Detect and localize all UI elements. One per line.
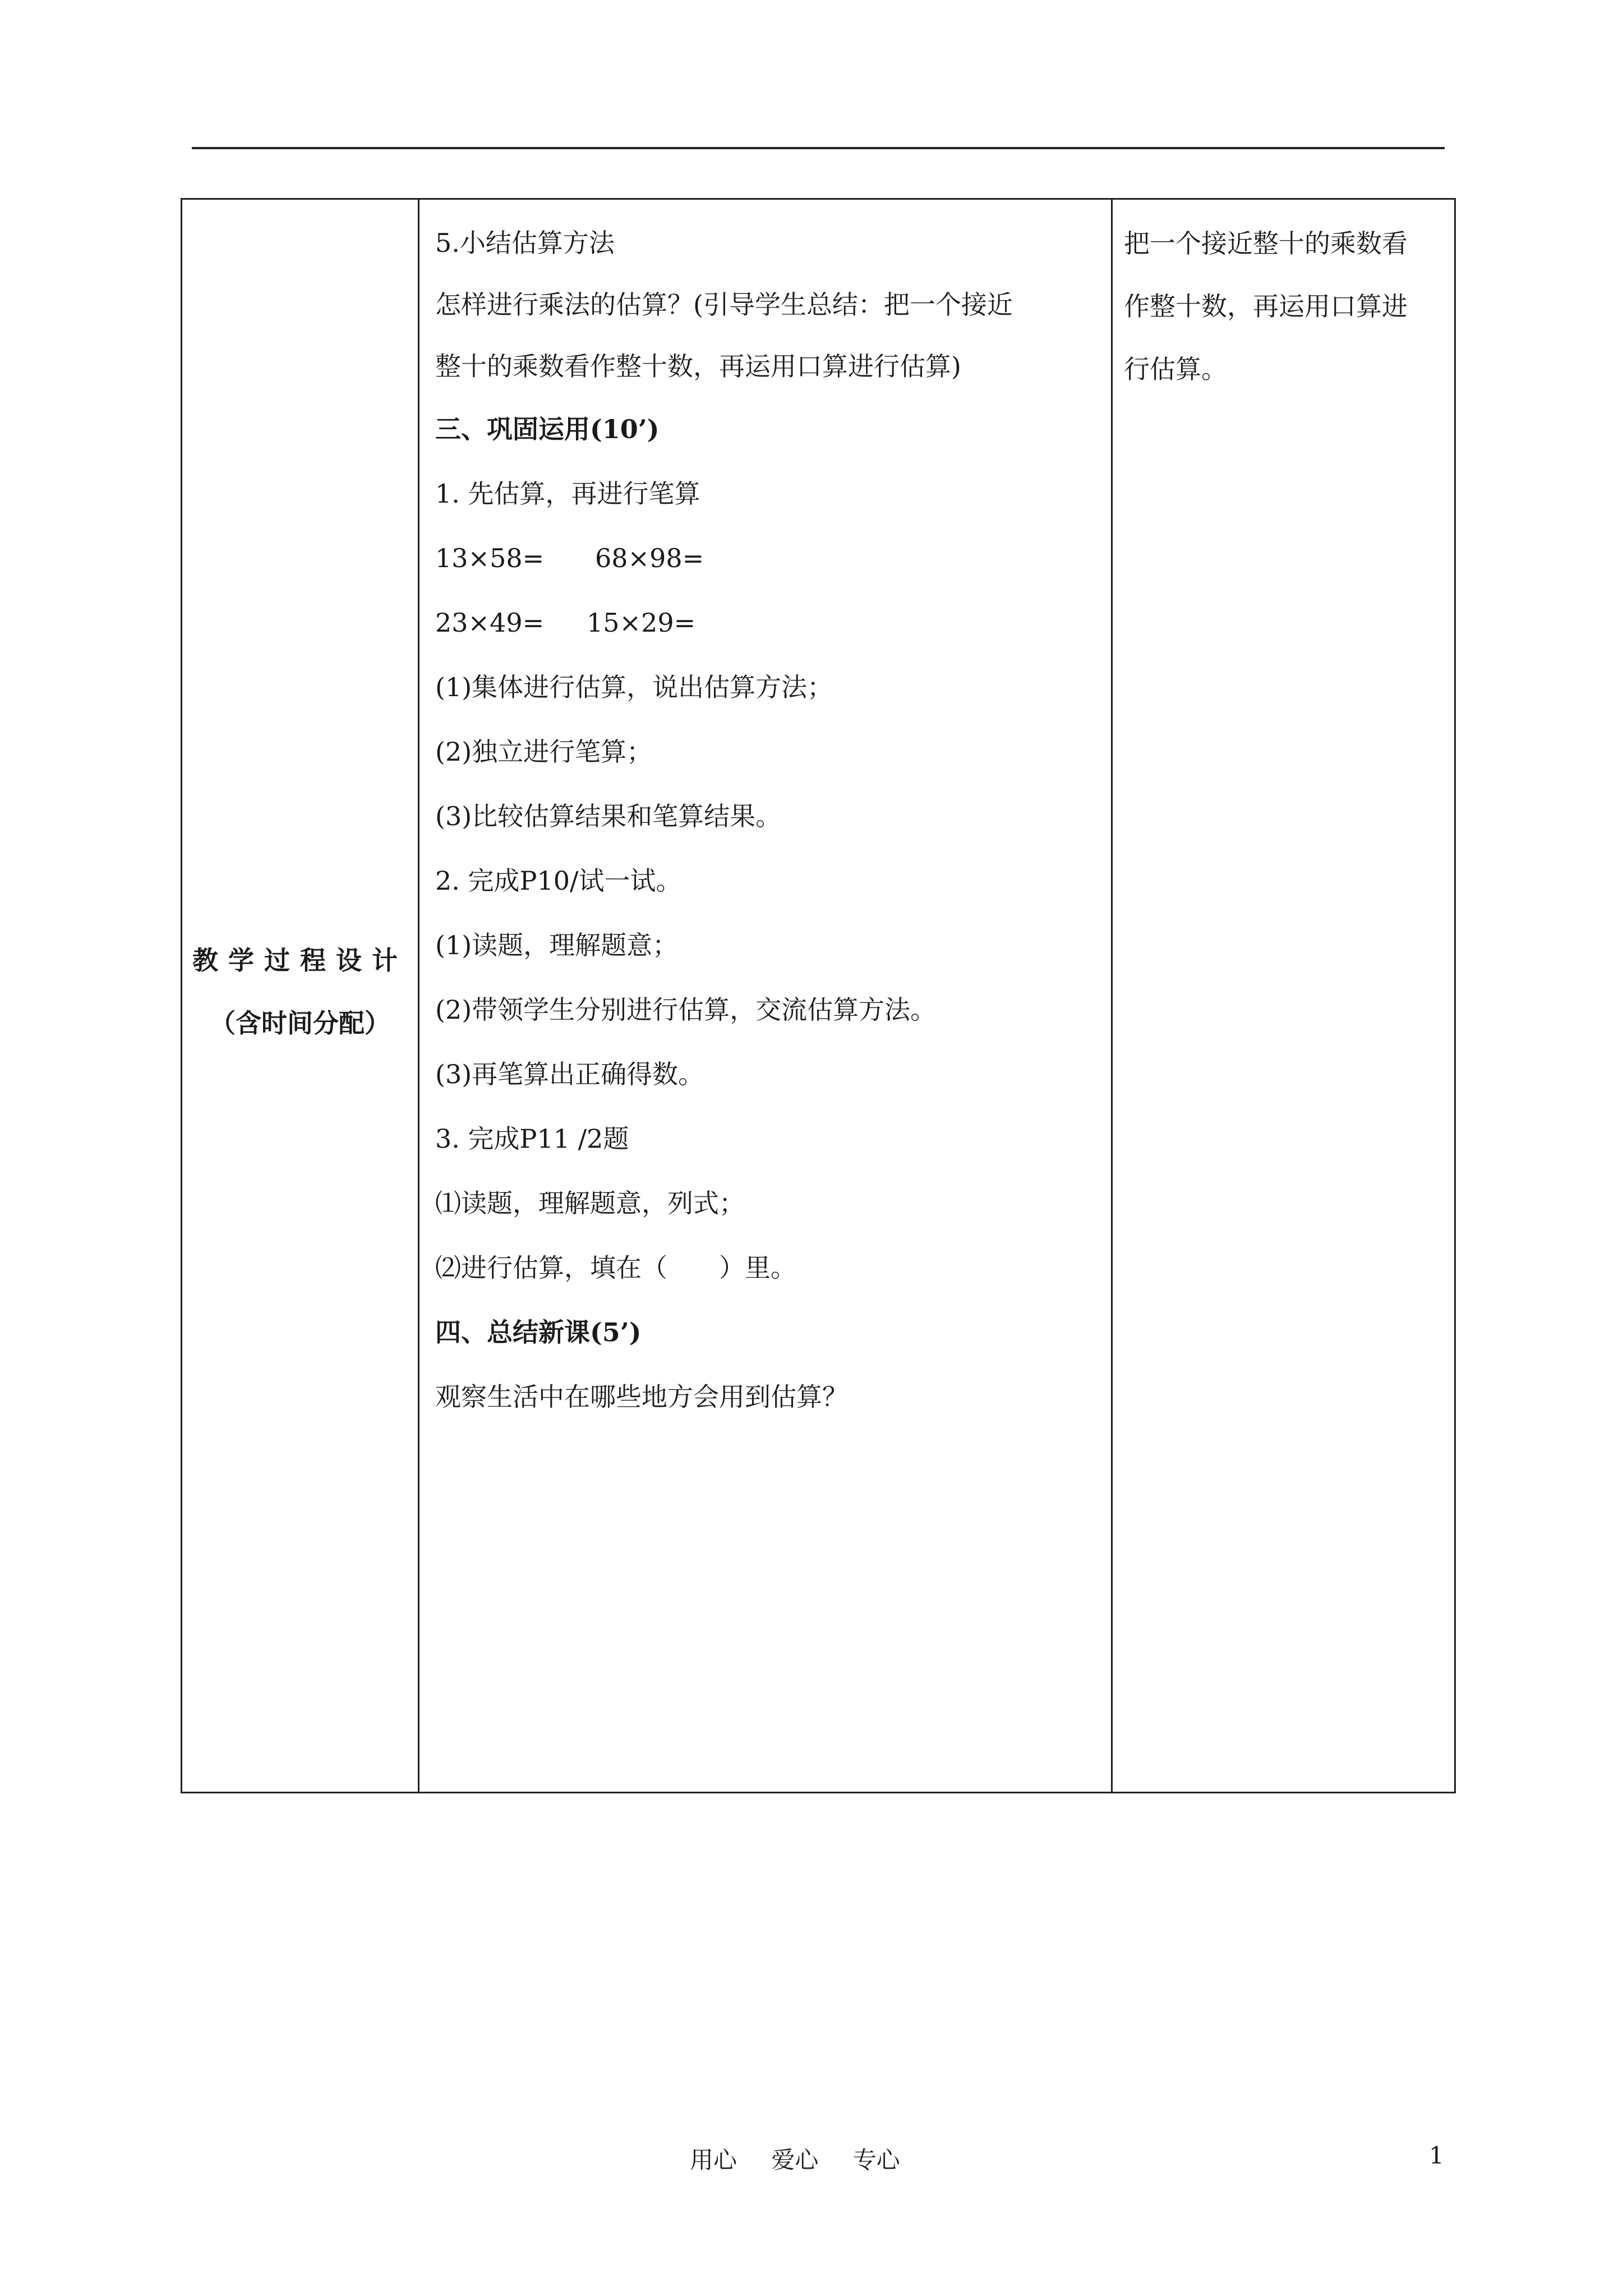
closing-question: 观察生活中在哪些地方会用到估算？ bbox=[435, 1382, 848, 1412]
calc-expression: 13×58= bbox=[435, 543, 545, 573]
calc-row-2 bbox=[435, 591, 1100, 655]
exercise-3-heading: 3. 完成P11 /2题 bbox=[435, 1124, 629, 1154]
summary-question-cont: 整十的乘数看作整十数，再运用口算进行估算) bbox=[435, 351, 961, 381]
calc-row-1 bbox=[435, 526, 1100, 591]
exercise-2-step-1: (1)读题，理解题意； bbox=[435, 930, 679, 960]
teaching-process-content bbox=[435, 212, 1100, 1429]
header-rule bbox=[192, 147, 1445, 149]
student-activity-content bbox=[1124, 212, 1445, 401]
footer-word: 专心 bbox=[852, 2146, 900, 2174]
exercise-1-heading: 1. 先估算，再进行笔算 bbox=[435, 478, 700, 509]
exercise-1-step-2: (2)独立进行笔算； bbox=[435, 737, 653, 767]
page-number: 1 bbox=[1429, 2142, 1444, 2169]
section-heading-summary: 四、总结新课(5’) bbox=[435, 1317, 642, 1347]
calc-expression: 68×98= bbox=[595, 543, 704, 573]
note-line: 把一个接近整十的乘数看 bbox=[1124, 228, 1408, 259]
section-heading-consolidate: 三、巩固运用(10’) bbox=[435, 414, 660, 444]
exercise-3-step-1: ⑴读题，理解题意，列式； bbox=[435, 1188, 745, 1218]
exercise-1-step-1: (1)集体进行估算，说出估算方法； bbox=[435, 672, 833, 702]
section-label-title: 教学过程设计 bbox=[192, 945, 408, 976]
exercise-2-heading: 2. 完成P10/试一试。 bbox=[435, 866, 682, 896]
section-label-cell bbox=[182, 200, 419, 1792]
exercise-2-step-2: (2)带领学生分别进行估算，交流估算方法。 bbox=[435, 995, 937, 1025]
exercise-1-step-3: (3)比较估算结果和笔算结果。 bbox=[435, 801, 782, 831]
lesson-plan-table bbox=[181, 198, 1456, 1793]
footer-word: 用心 bbox=[690, 2146, 737, 2174]
student-activity-cell bbox=[1113, 200, 1454, 1792]
summary-question: 怎样进行乘法的估算？(引导学生总结：把一个接近 bbox=[435, 289, 1013, 320]
note-line: 行估算。 bbox=[1124, 354, 1227, 384]
calc-expression: 15×29= bbox=[587, 608, 696, 638]
footer-word: 爱心 bbox=[771, 2146, 819, 2174]
footer-motto bbox=[690, 2142, 927, 2175]
section-label-subtitle: （含时间分配） bbox=[210, 1008, 390, 1038]
note-line: 作整十数，再运用口算进 bbox=[1124, 291, 1408, 321]
section-label bbox=[182, 929, 418, 1055]
exercise-2-step-3: (3)再笔算出正确得数。 bbox=[435, 1059, 704, 1089]
summary-heading: 5.小结估算方法 bbox=[435, 228, 615, 258]
calc-expression: 23×49= bbox=[435, 608, 545, 638]
teaching-process-cell bbox=[419, 200, 1113, 1792]
exercise-3-step-2: ⑵进行估算，填在（ ）里。 bbox=[435, 1253, 796, 1283]
